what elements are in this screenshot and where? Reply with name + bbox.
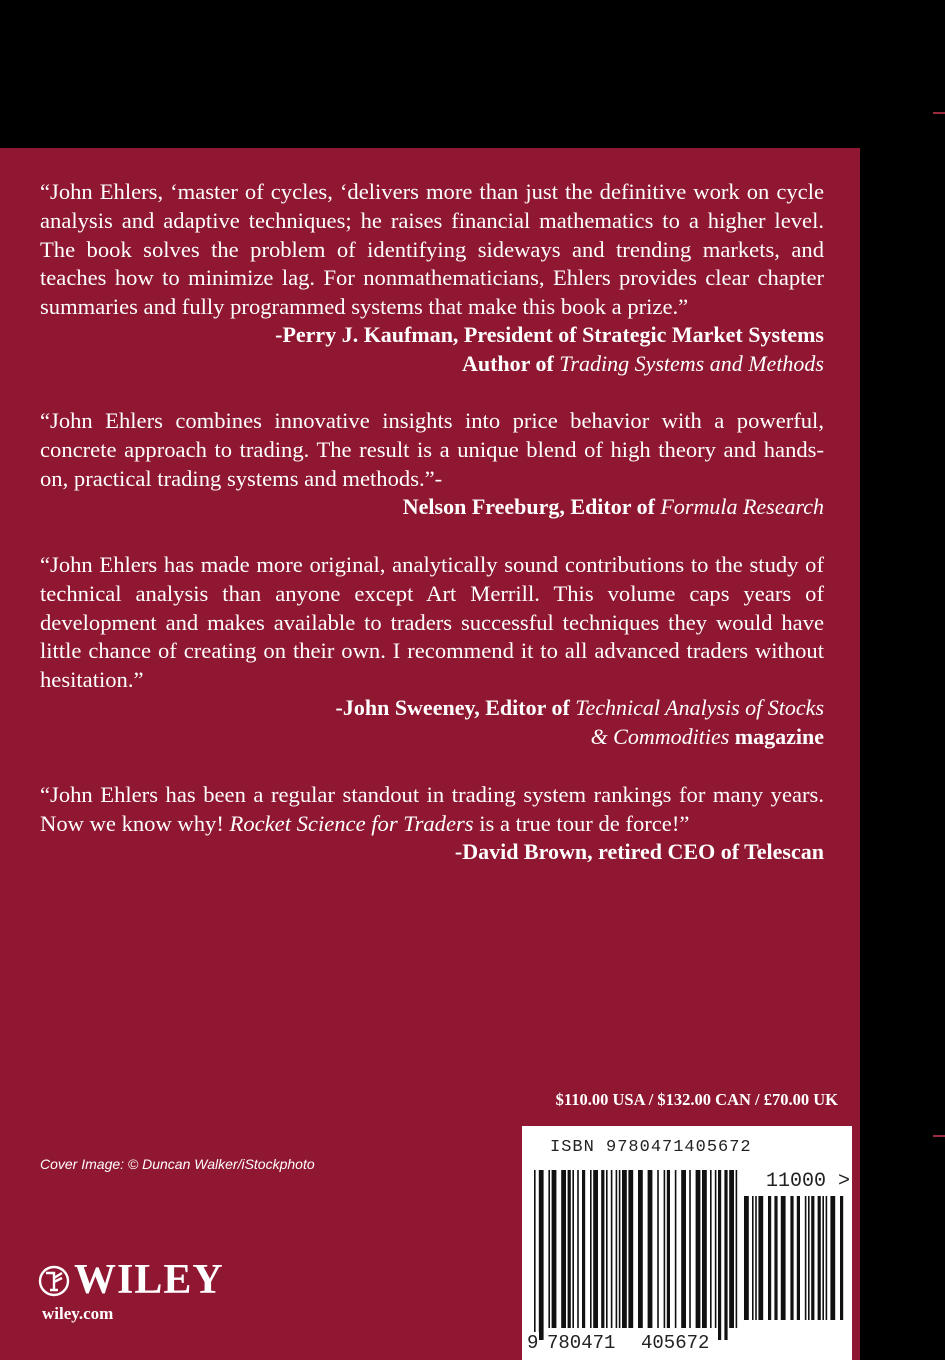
barcode-bar [638, 1170, 643, 1328]
barcode-bar [744, 1196, 749, 1320]
barcode-bar [601, 1170, 604, 1328]
barcode-bar [822, 1196, 824, 1320]
barcode-bar [808, 1196, 810, 1320]
barcode-bar [797, 1196, 800, 1320]
barcode-bar [561, 1170, 566, 1328]
edge-tick [933, 1135, 945, 1137]
attribution-suffix: magazine [729, 723, 824, 749]
publication-title: Formula Research [660, 494, 824, 519]
barcode-bar [681, 1170, 686, 1328]
barcode-bar [758, 1196, 763, 1320]
wiley-emblem-icon [38, 1264, 70, 1298]
barcode-bar [755, 1196, 757, 1320]
attribution-sweeney-line2 [40, 723, 824, 752]
barcode-bar [606, 1170, 608, 1328]
barcode-bar [552, 1170, 557, 1328]
barcode-bar [619, 1170, 621, 1328]
barcode-bar [657, 1170, 659, 1328]
publication-title: Technical Analysis of Stocks [575, 695, 824, 720]
barcode-bar [826, 1196, 828, 1320]
barcode-bar [577, 1170, 579, 1328]
barcode-bar [590, 1170, 592, 1328]
barcode-bar [830, 1196, 835, 1320]
price-code: 11000 > [766, 1170, 851, 1193]
attribution-kaufman-line1: -Perry J. Kaufman, President of Strategic Market Systems [275, 322, 824, 347]
attribution-brown: -David Brown, retired CEO of Telescan [454, 839, 824, 864]
price-line: $110.00 USA / $132.00 CAN / £70.00 UK [555, 1090, 838, 1109]
barcode-bar [568, 1170, 571, 1328]
barcode-bar [840, 1196, 843, 1320]
barcode-bar [696, 1170, 701, 1328]
barcode-bar [774, 1196, 777, 1320]
barcode-bar [667, 1170, 670, 1328]
barcode-bar [582, 1170, 585, 1328]
barcode-bar [593, 1170, 598, 1328]
barcode-bar [611, 1170, 613, 1328]
barcode-bar [768, 1196, 771, 1320]
quote-sweeney: “John Ehlers has made more original, analytically sound contributions to the study of technical analysis than anyone except Art Merrill. This volume caps years of development and makes available to traders successful techniques they would have little chance of creating on their own. I recommend it to all advanced traders without hesitation.” [40, 552, 824, 693]
publisher-url: wiley.com [42, 1304, 114, 1323]
barcode-bar [715, 1170, 717, 1328]
barcode-bar [572, 1170, 574, 1328]
edge-tick [933, 112, 945, 114]
price-addon-barcode-bars [744, 1196, 844, 1342]
attribution-kaufman-line2 [40, 350, 824, 379]
isbn-label: ISBN 9780471405672 [550, 1138, 752, 1157]
barcode-bar [616, 1170, 618, 1328]
barcode-digit-group1: 780471 [547, 1332, 616, 1354]
attribution-sweeney-line1 [40, 694, 824, 723]
publication-title: & Commodities [590, 723, 730, 749]
barcode-digit-first: 9 [527, 1332, 539, 1354]
quote-kaufman: “John Ehlers, ‘master of cycles, ‘delivers more than just the definitive work on cycle analysis and adaptive techniques; he raises financial mathematics to a higher level. The book solves the problem of identifying sideways and trending markets, and teaches how to minimize lag. For nonmathematicians, Ehlers provides clear chapter summaries and fully programmed systems that make this book a prize.” [40, 179, 824, 320]
barcode-bar [702, 1170, 707, 1328]
barcode-bar [622, 1170, 627, 1328]
quote-freeburg: “John Ehlers combines innovative insights into price behavior with a powerful, concrete approach to trading. The result is a unique blend of high theory and hands-on, practical trading systems and methods.”- [40, 408, 824, 491]
book-title: Trading Systems and Methods [559, 350, 824, 376]
barcode-bar [790, 1196, 793, 1320]
barcode-bar [648, 1170, 653, 1328]
barcode [522, 1126, 852, 1360]
barcode-bar [752, 1196, 754, 1320]
ean13-barcode-bars [534, 1170, 740, 1342]
barcode-bar [805, 1196, 807, 1320]
barcode-bar [736, 1170, 738, 1328]
barcode-bar [534, 1170, 536, 1340]
barcode-digit-group2: 405672 [641, 1332, 710, 1354]
attribution-freeburg [40, 493, 824, 522]
barcode-bar [811, 1196, 814, 1320]
barcode-bar [710, 1170, 712, 1328]
quote-text: is a true tour de force!” [473, 810, 690, 836]
barcode-bar [628, 1170, 633, 1328]
barcode-bar [548, 1170, 550, 1328]
book-title: Rocket Science for Traders [229, 810, 474, 836]
attribution-prefix: Nelson Freeburg, Editor of [402, 494, 661, 519]
attribution-kaufman [40, 321, 824, 379]
attribution-prefix: Author of [461, 350, 560, 376]
barcode-bar [729, 1170, 734, 1328]
cover-image-credit: Cover Image: © Duncan Walker/iStockphoto [40, 1156, 315, 1172]
attribution-sweeney [40, 694, 824, 752]
publisher-name: WILEY [74, 1257, 224, 1303]
barcode-bar [718, 1170, 721, 1340]
barcode-bar [781, 1196, 786, 1320]
quote-brown [40, 781, 824, 839]
barcode-bar [539, 1170, 544, 1340]
barcode-bar [724, 1170, 727, 1340]
barcode-bar [689, 1170, 691, 1328]
barcode-bar [664, 1170, 666, 1328]
barcode-bar [675, 1170, 677, 1328]
attribution-prefix: -John Sweeney, Editor of [335, 695, 576, 720]
barcode-bar [818, 1196, 821, 1320]
quote-text: “John Ehlers has been a regular standout in trading system rankings for many years. Now we know why! [40, 782, 824, 836]
